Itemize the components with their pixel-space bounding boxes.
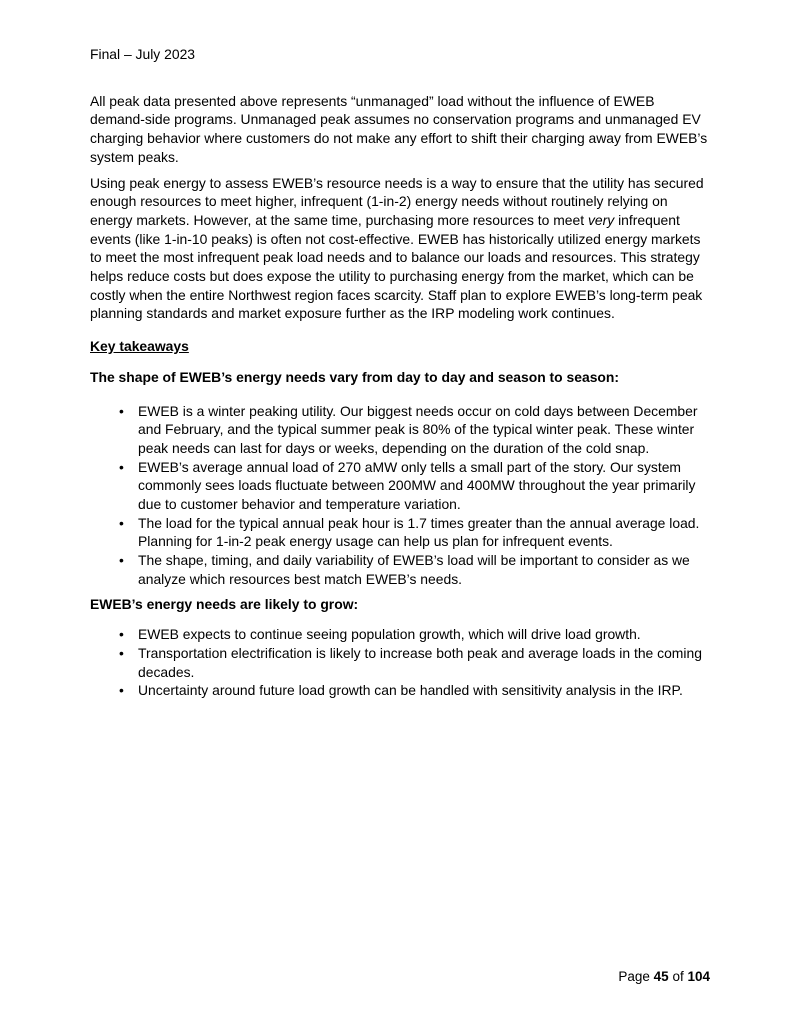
footer-page-number: 45 <box>653 969 669 984</box>
bullet-item: • The load for the typical annual peak hour is 1.7 times greater than the annual average load. Planning for 1-in-2 peak energy usage can help us plan for infrequent events. <box>90 514 710 551</box>
bullet-item: • The shape, timing, and daily variability of EWEB’s load will be important to consider as we analyze which resources best match EWEB’s needs. <box>90 551 710 588</box>
key-takeaways-heading: Key takeaways <box>90 338 189 355</box>
page-footer <box>618 968 710 986</box>
document-header-text: Final – July 2023 <box>90 46 196 62</box>
bullet-item: • EWEB is a winter peaking utility. Our biggest needs occur on cold days between December and February, and the typical summer peak is 80% of the typical winter peak. These winter peak needs can last for days or weeks, depending on the duration of the cold snap. <box>90 402 710 458</box>
footer-total-pages: 104 <box>687 969 710 984</box>
paragraph-peak-energy-part1: Using peak energy to assess EWEB’s resource needs is a way to ensure that the utility has secured enough resources to meet higher, infrequent (1-in-2) energy needs without routinely relying on energy markets. However, at the same time, purchasing more resources to meet <box>90 174 704 228</box>
bullet-item: • EWEB’s average annual load of 270 aMW only tells a small part of the story. Our system commonly sees loads fluctuate between 200MW and 400MW throughout the year primarily due to customer behavior and temperature variation. <box>90 458 710 514</box>
section-heading-energy-growth: EWEB’s energy needs are likely to grow: <box>90 595 359 612</box>
paragraph-unmanaged-load: All peak data presented above represents “unmanaged” load without the influence of EWEB demand-side programs. Unmanaged peak assumes no conservation programs and unmanaged EV charging behavior where customers do not make any effort to shift their charging away from EWEB’s system peaks. <box>90 92 708 165</box>
bullet-item: • EWEB expects to continue seeing population growth, which will drive load growth. <box>90 625 710 644</box>
bullet-item: • Transportation electrification is likely to increase both peak and average loads in the coming decades. <box>90 644 710 681</box>
bullet-list-energy-shape <box>90 402 710 589</box>
paragraph-peak-energy <box>90 174 710 324</box>
paragraph-peak-energy-italic-word: very <box>587 211 615 228</box>
footer-page-label: Page <box>618 969 650 984</box>
bullet-item: • Uncertainty around future load growth can be handled with sensitivity analysis in the IRP. <box>90 681 710 700</box>
bullet-list-energy-growth <box>90 625 710 700</box>
paragraph-peak-energy-part2: infrequent events (like 1-in-10 peaks) is often not cost-effective. EWEB has historically utilized energy markets to meet the most infrequent peak load needs and to balance our loads and resources. This strategy helps reduce costs but does expose the utility to purchasing energy from the market, which can be costly when the entire Northwest region faces scarcity. Staff plan to explore EWEB’s long-term peak planning standards and market exposure further as the IRP modeling work continues. <box>90 211 703 322</box>
section-heading-energy-shape: The shape of EWEB’s energy needs vary from day to day and season to season: <box>90 368 620 385</box>
footer-of-label: of <box>672 969 684 984</box>
